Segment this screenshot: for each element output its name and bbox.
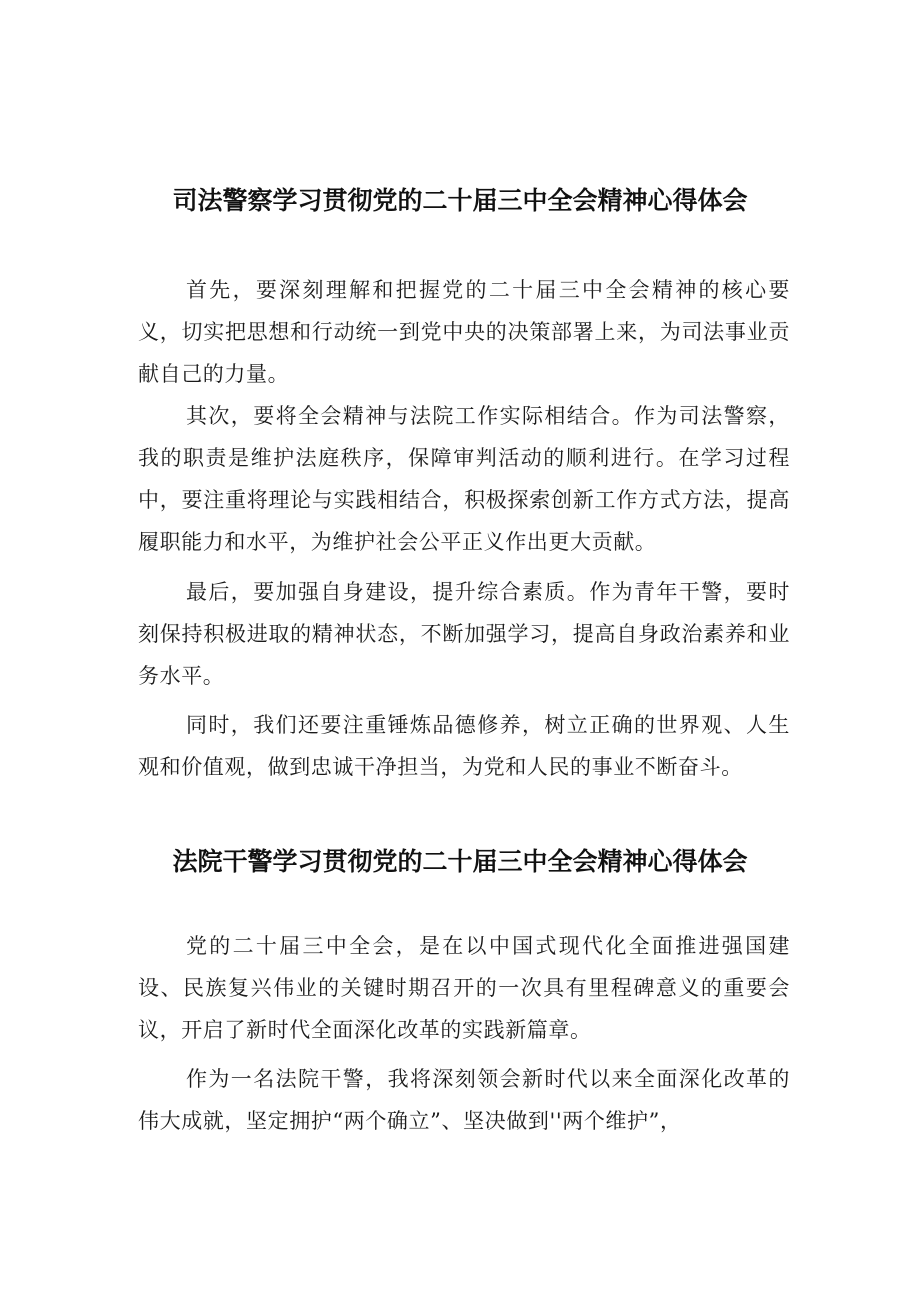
section-2-title: 法院干警学习贯彻党的二十届三中全会精神心得体会	[172, 847, 748, 876]
section-1-paragraph-2: 其次，要将全会精神与法院工作实际相结合。作为司法警察，我的职责是维护法庭秩序，保障审判活动的顺利进行。在学习过程中，要注重将理论与实践相结合，积极探索创新工作方式方法，提高履职能力和水平，为维护社会公平正义作出更大贡献。	[138, 404, 790, 554]
section-1-paragraph-3: 最后，要加强自身建设，提升综合素质。作为青年干警，要时刻保持积极进取的精神状态，不断加强学习，提高自身政治素养和业务水平。	[138, 580, 790, 688]
section-2-paragraph-1: 党的二十届三中全会，是在以中国式现代化全面推进强国建设、民族复兴伟业的关键时期召开的一次具有里程碑意义的重要会议，开启了新时代全面深化改革的实践新篇章。	[138, 934, 790, 1042]
section-1-paragraph-1: 首先，要深刻理解和把握党的二十届三中全会精神的核心要义，切实把思想和行动统一到党中央的决策部署上来，为司法事业贡献自己的力量。	[138, 278, 790, 386]
section-1-title: 司法警察学习贯彻党的二十届三中全会精神心得体会	[172, 186, 748, 215]
section-1-paragraph-4: 同时，我们还要注重锤炼品德修养，树立正确的世界观、人生观和价值观，做到忠诚干净担当，为党和人民的事业不断奋斗。	[138, 713, 790, 779]
section-2-paragraph-2: 作为一名法院干警，我将深刻领会新时代以来全面深化改革的伟大成就，坚定拥护“两个确立”、坚决做到''两个维护”，	[138, 1067, 790, 1133]
